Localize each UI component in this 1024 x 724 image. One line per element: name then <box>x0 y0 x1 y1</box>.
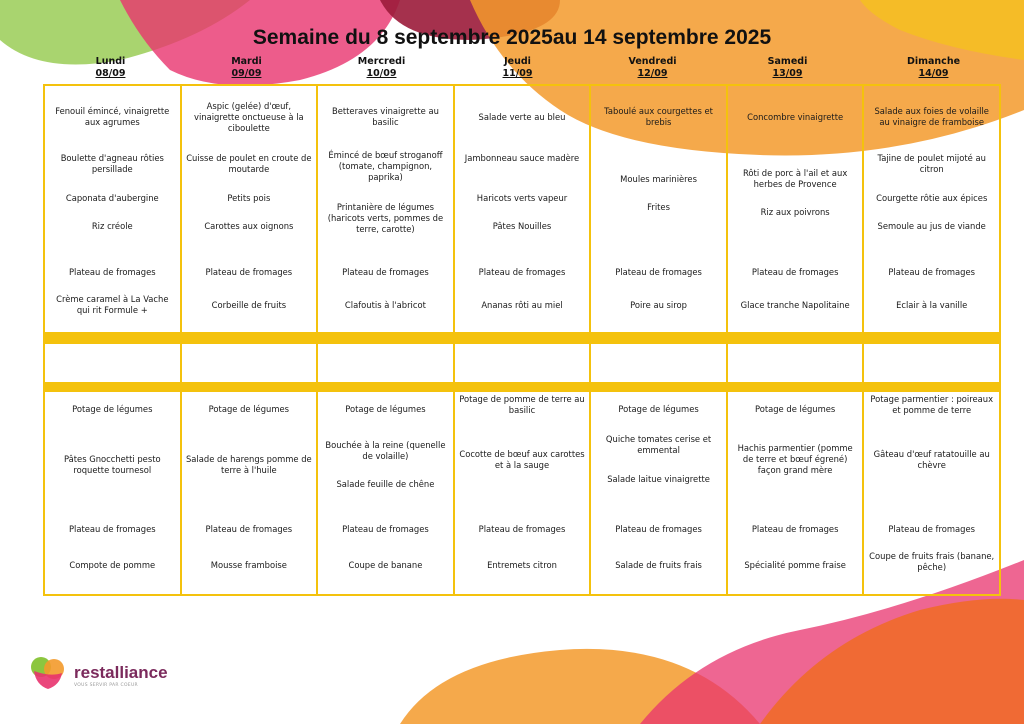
menu-item: Eclair à la vanille <box>896 300 968 310</box>
menu-item: Entremets citron <box>487 560 557 570</box>
empty-cell <box>864 344 1001 384</box>
menu-item: Salade laitue vinaigrette <box>607 474 710 484</box>
lunch-cell-dimanche <box>864 86 1001 334</box>
day-name: Mardi <box>231 56 262 67</box>
menu-item: Salade aux foies de volaille au vinaigre de framboise <box>874 106 989 127</box>
menu-item: Plateau de fromages <box>615 524 702 534</box>
dinner-cell-samedi <box>728 392 865 596</box>
dinner-section <box>43 390 1001 596</box>
dinner-cell-mardi <box>182 392 319 596</box>
menu-item: Salade de fruits frais <box>615 560 702 570</box>
day-date: 12/09 <box>637 68 668 79</box>
lunch-cell-lundi <box>45 86 182 334</box>
day-name: Samedi <box>767 56 808 67</box>
menu-item: Salade feuille de chêne <box>336 479 435 489</box>
menu-item: Betteraves vinaigrette au basilic <box>331 106 439 127</box>
menu-item: Spécialité pomme fraise <box>744 560 846 570</box>
menu-item: Plateau de fromages <box>205 524 293 534</box>
menu-item: Salade de harengs pomme de terre à l'huile <box>185 454 312 475</box>
lunch-cell-samedi <box>728 86 865 334</box>
menu-item: Pâtes Nouilles <box>492 221 552 231</box>
menu-item: Pâtes Gnocchetti pesto roquette tournesol <box>63 454 161 475</box>
day-date: 08/09 <box>95 68 126 79</box>
day-header-samedi <box>720 56 855 80</box>
menu-item: Bouchée à la reine (quenelle de volaille) <box>325 440 446 461</box>
empty-cell <box>182 344 319 384</box>
menu-item: Compote de pomme <box>69 560 156 570</box>
menu-grid <box>43 84 1001 596</box>
menu-item: Concombre vinaigrette <box>747 112 844 122</box>
dinner-cell-lundi <box>45 392 182 596</box>
menu-item: Plateau de fromages <box>68 524 156 534</box>
menu-item: Mousse framboise <box>210 560 287 570</box>
menu-item: Clafoutis à l'abricot <box>344 300 426 310</box>
menu-item: Riz créole <box>91 221 133 231</box>
menu-item: Boulette d'agneau rôties persillade <box>60 153 164 174</box>
lunch-cell-vendredi <box>591 86 728 334</box>
menu-item: Émincé de bœuf stroganoff (tomate, champignon, paprika) <box>328 150 443 182</box>
day-date: 13/09 <box>772 68 803 79</box>
menu-item: Plateau de fromages <box>205 267 293 277</box>
menu-item: Caponata d'aubergine <box>65 193 159 203</box>
day-header-mardi <box>179 56 314 80</box>
menu-item: Potage de légumes <box>754 404 836 414</box>
menu-item: Potage parmentier : poireaux et pomme de terre <box>870 394 994 415</box>
menu-item: Cocotte de bœuf aux carottes et à la sauge <box>459 449 585 470</box>
day-date: 11/09 <box>502 68 533 79</box>
day-header-mercredi <box>314 56 449 80</box>
menu-item: Cuisse de poulet en croute de moutarde <box>186 153 312 174</box>
menu-item: Potage de légumes <box>618 404 699 414</box>
menu-item: Plateau de fromages <box>751 267 839 277</box>
lunch-cell-mercredi <box>318 86 455 334</box>
menu-item: Plateau de fromages <box>342 524 429 534</box>
menu-item: Plateau de fromages <box>751 524 839 534</box>
empty-cell <box>45 344 182 384</box>
menu-item: Corbeille de fruits <box>211 300 287 310</box>
menu-item: Plateau de fromages <box>478 267 566 277</box>
lunch-section <box>43 84 1001 334</box>
empty-cell <box>455 344 592 384</box>
menu-item: Quiche tomates cerise et emmental <box>605 434 712 455</box>
menu-item: Riz aux poivrons <box>760 207 830 217</box>
day-name: Vendredi <box>628 56 677 67</box>
day-header-dimanche <box>866 56 1001 80</box>
menu-item: Courgette rôtie aux épices <box>876 193 988 203</box>
day-header-vendredi <box>585 56 720 80</box>
page-title: Semaine du 8 septembre 2025au 14 septembre 2025 <box>252 26 772 49</box>
menu-item: Poire au sirop <box>630 300 687 310</box>
menu-item: Rôti de porc à l'ail et aux herbes de Provence <box>742 168 848 189</box>
menu-item: Frites <box>647 202 670 212</box>
day-date: 14/09 <box>918 68 949 79</box>
day-date: 09/09 <box>231 68 262 79</box>
menu-item: Printanière de légumes (haricots verts, pommes de terre, carotte) <box>327 202 444 234</box>
menu-item: Potage de légumes <box>72 404 153 414</box>
logo-tagline: VOUS SERVIR PAR COEUR <box>74 683 138 688</box>
menu-item: Plateau de fromages <box>615 267 702 277</box>
menu-item: Plateau de fromages <box>68 267 156 277</box>
day-header-jeudi <box>450 56 585 80</box>
menu-item: Haricots verts vapeur <box>476 193 568 203</box>
menu-item: Coupe de fruits frais (banane, pêche) <box>869 551 995 572</box>
menu-item: Jambonneau sauce madère <box>464 153 580 163</box>
empty-cell <box>728 344 865 384</box>
menu-item: Moules marinières <box>620 174 697 184</box>
menu-item: Salade verte au bleu <box>478 112 566 122</box>
dinner-cell-dimanche <box>864 392 1001 596</box>
menu-item: Glace tranche Napolitaine <box>740 300 850 310</box>
menu-item: Plateau de fromages <box>478 524 566 534</box>
lunch-cell-mardi <box>182 86 319 334</box>
day-date: 10/09 <box>366 68 397 79</box>
menu-item: Potage de légumes <box>345 404 426 414</box>
day-header-lundi <box>43 56 178 80</box>
menu-item: Plateau de fromages <box>342 267 429 277</box>
menu-item: Carottes aux oignons <box>204 221 294 231</box>
day-name: Lundi <box>95 56 126 67</box>
menu-item: Semoule au jus de viande <box>877 221 986 231</box>
menu-item: Plateau de fromages <box>888 267 976 277</box>
heart-logo-icon <box>30 655 66 691</box>
empty-section <box>43 342 1001 384</box>
logo-wordmark: restalliance <box>74 663 168 682</box>
menu-item: Fenouil émincé, vinaigrette aux agrumes <box>55 106 170 127</box>
day-name: Dimanche <box>906 56 961 67</box>
day-name: Mercredi <box>357 56 406 67</box>
menu-item: Hachis parmentier (pomme de terre et bœuf égrené) façon grand mère <box>737 443 853 475</box>
menu-item: Petits pois <box>227 193 271 203</box>
day-name: Jeudi <box>504 56 531 67</box>
menu-item: Potage de pomme de terre au basilic <box>459 394 585 415</box>
lunch-cell-jeudi <box>455 86 592 334</box>
menu-item: Ananas rôti au miel <box>481 300 563 310</box>
menu-item: Potage de légumes <box>208 404 290 414</box>
menu-item: Taboulé aux courgettes et brebis <box>604 106 713 127</box>
dinner-cell-mercredi <box>318 392 455 596</box>
restalliance-logo <box>30 655 230 695</box>
menu-item: Coupe de banane <box>348 560 423 570</box>
menu-item: Gâteau d'œuf ratatouille au chèvre <box>873 449 990 470</box>
menu-item: Plateau de fromages <box>888 524 976 534</box>
dinner-cell-vendredi <box>591 392 728 596</box>
empty-cell <box>318 344 455 384</box>
empty-cell <box>591 344 728 384</box>
menu-item: Aspic (gelée) d'œuf, vinaigrette onctueuse à la ciboulette <box>194 101 304 133</box>
menu-item: Crème caramel à La Vache qui rit Formule + <box>56 294 169 315</box>
dinner-cell-jeudi <box>455 392 592 596</box>
menu-item: Tajine de poulet mijoté au citron <box>877 153 986 174</box>
